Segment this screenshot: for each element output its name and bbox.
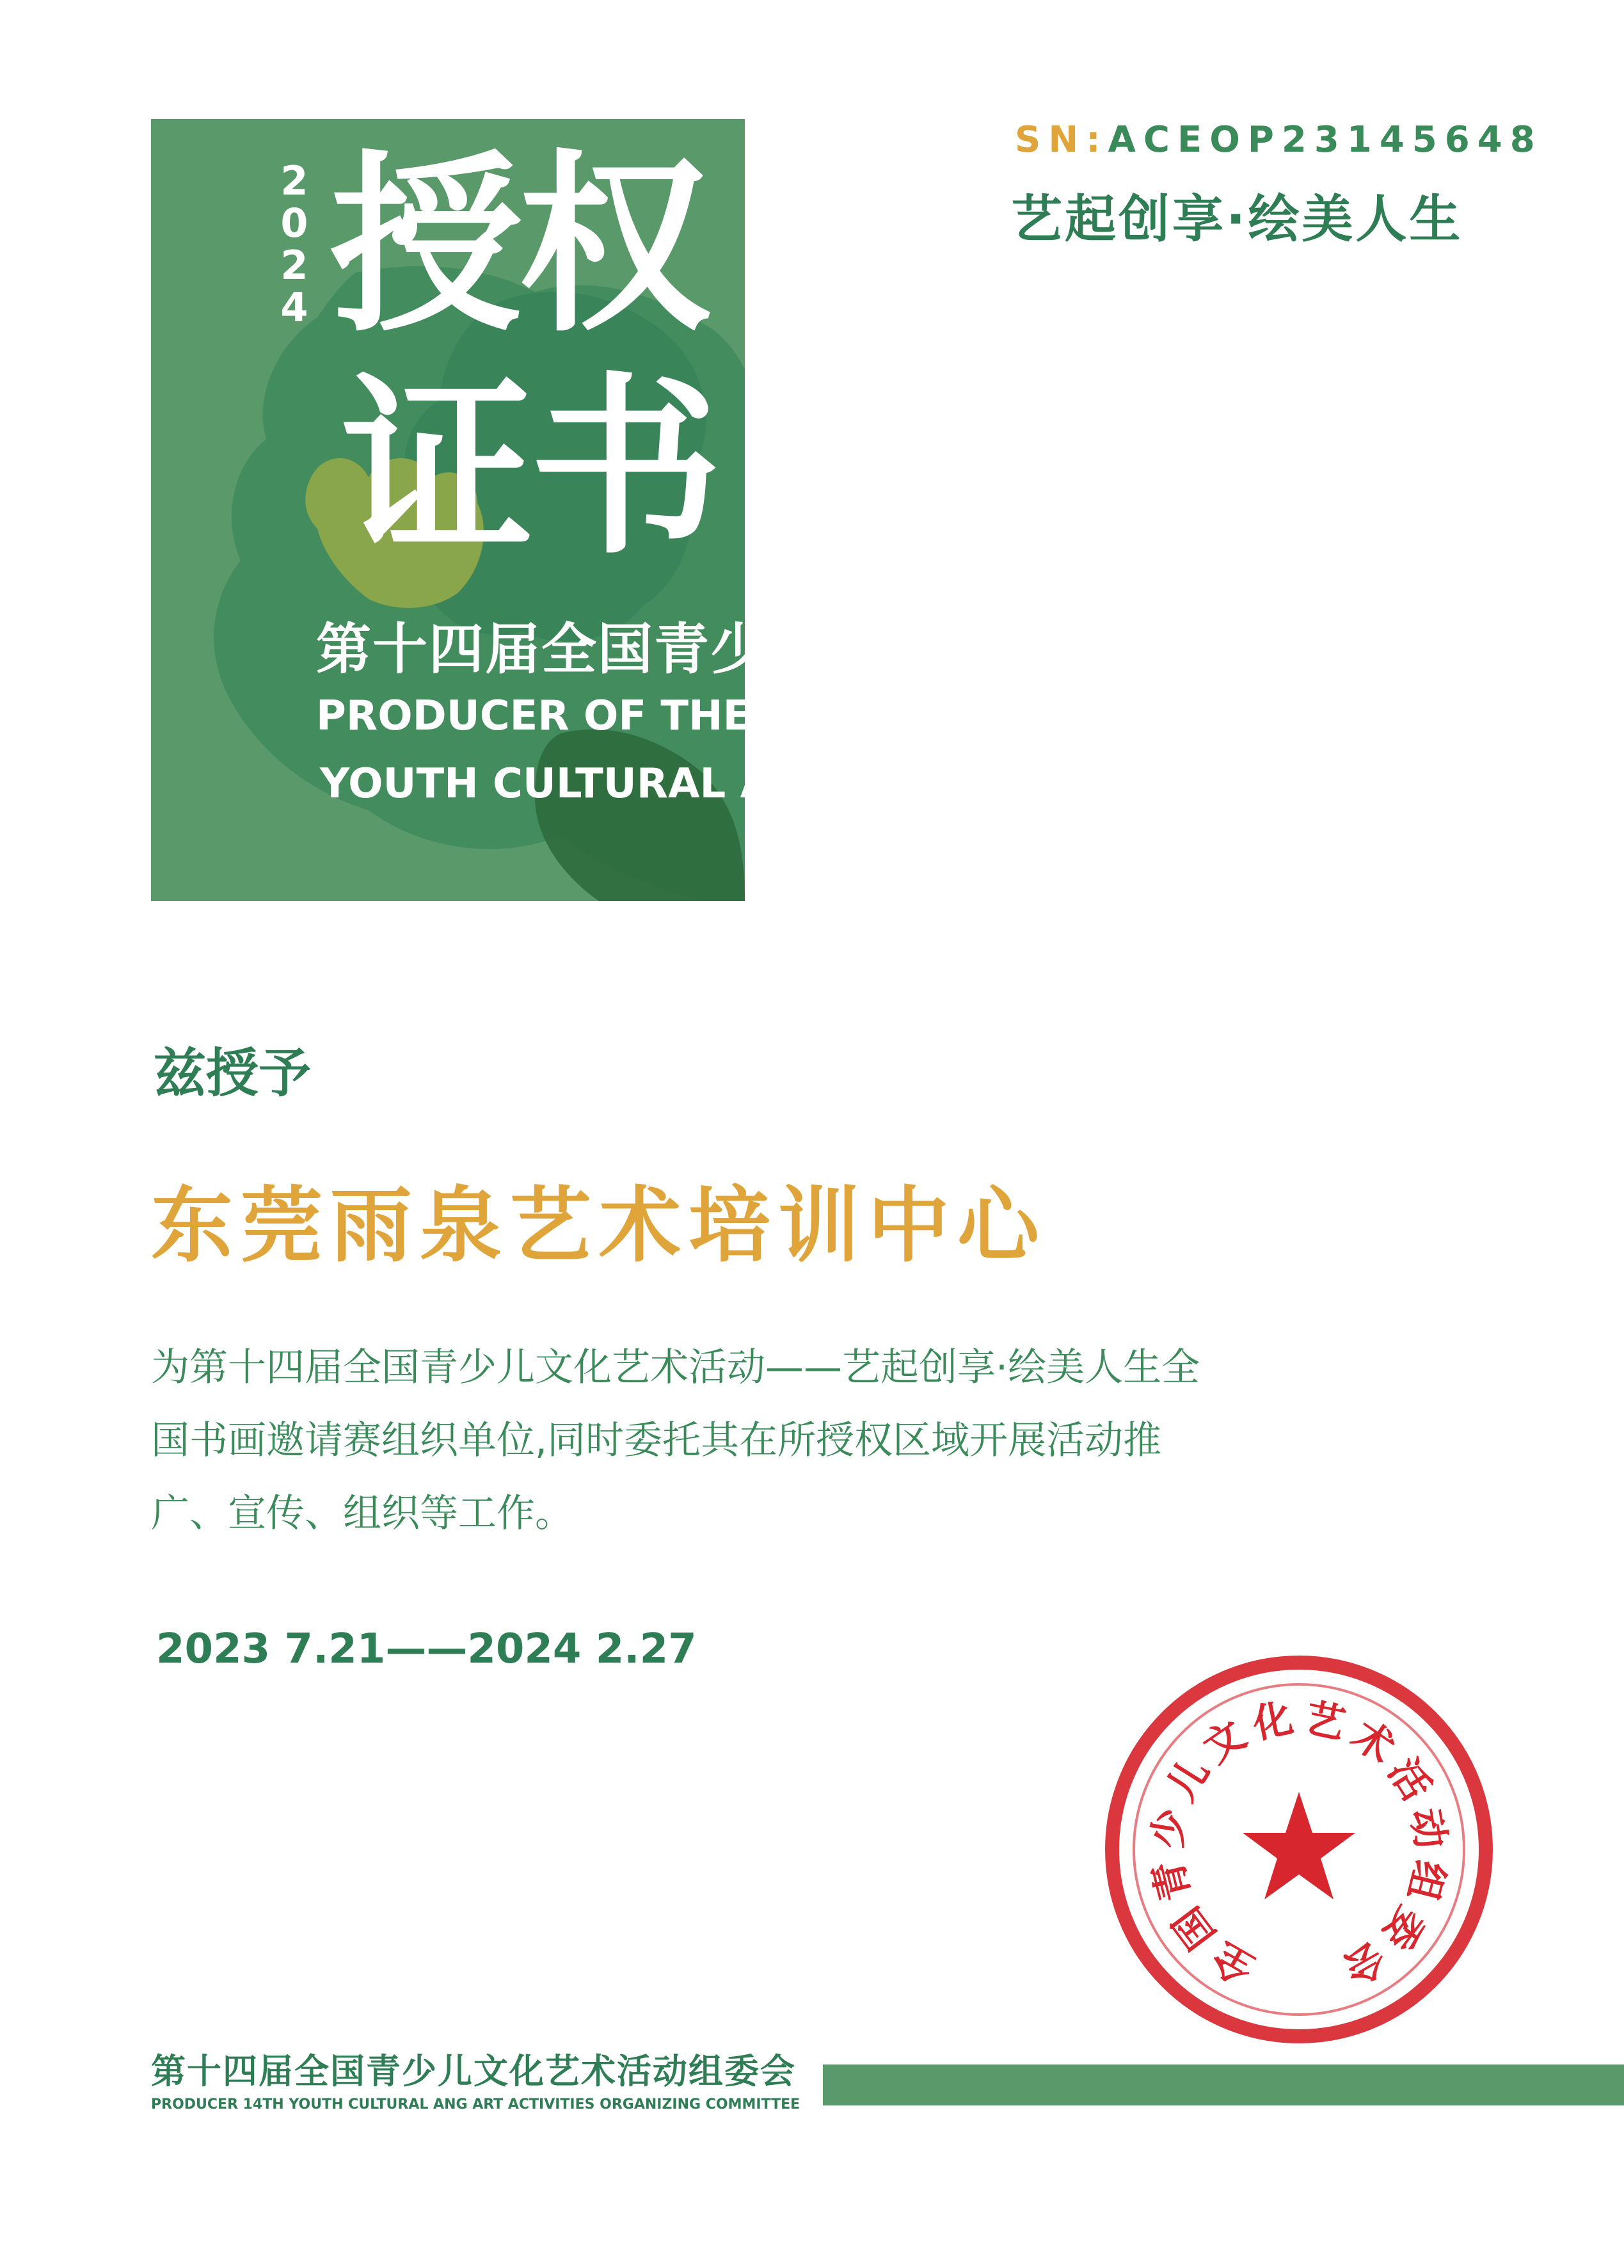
official-seal — [1101, 1651, 1497, 2050]
event-name-en-line1: PRODUCER OF THE 14TH — [316, 692, 884, 740]
year-digit: 4 — [280, 284, 308, 331]
authorization-description: 为第十四届全国青少儿文化艺术活动——艺起创享·绘美人生全国书画邀请赛组织单位,同时委托其在所授权区域开展活动推广、宣传、组织等工作。 — [151, 1345, 1200, 1536]
seal-character: 国 — [1163, 1898, 1225, 1958]
seal-graphic — [1101, 1651, 1497, 2048]
year-digit: 2 — [280, 157, 308, 204]
seal-character: 动 — [1402, 1805, 1455, 1852]
serial-number — [1015, 119, 1543, 161]
year-vertical — [275, 157, 314, 331]
seal-character: 会 — [1335, 1933, 1394, 1993]
validity-dates: 2023 7.21——2024 2.27 — [156, 1625, 697, 1673]
granted-label: 兹授予 — [154, 1043, 312, 1104]
footer-accent-bar — [823, 2064, 1624, 2105]
seal-character: 少 — [1143, 1805, 1196, 1852]
certificate-title-line1: 授权 — [330, 134, 706, 358]
recipient-name: 东莞雨泉艺术培训中心 — [151, 1178, 1047, 1274]
seal-character: 术 — [1344, 1711, 1403, 1772]
year-digit: 2 — [280, 242, 308, 289]
slogan: 艺起创享·绘美人生 — [1011, 189, 1463, 249]
seal-character: 组 — [1399, 1856, 1454, 1906]
seal-character: 全 — [1204, 1933, 1262, 1993]
certificate-title-line2: 证书 — [342, 356, 718, 580]
organizer-name-en: PRODUCER 14TH YOUTH CULTURAL ANG ART ACTIVITIES ORGANIZING COMMITTEE — [151, 2096, 800, 2112]
serial-prefix: SN: — [1015, 119, 1108, 161]
seal-character: 化 — [1248, 1694, 1297, 1748]
seal-character: 艺 — [1301, 1694, 1349, 1748]
event-name-cn: 第十四届全国青少儿文化艺术活动 — [316, 618, 1161, 682]
seal-character: 活 — [1379, 1750, 1440, 1809]
seal-character: 委 — [1373, 1898, 1435, 1958]
seal-character: 青 — [1144, 1856, 1199, 1906]
event-name-en-line2: YOUTH CULTURAL AND ART ACTIVITIES — [320, 760, 1211, 808]
serial-value: ACEOP23145648 — [1108, 119, 1543, 161]
seal-character: 文 — [1195, 1711, 1254, 1772]
seal-character: 儿 — [1158, 1750, 1219, 1809]
organizer-name-cn: 第十四届全国青少儿文化艺术活动组委会 — [151, 2051, 796, 2091]
year-digit: 0 — [280, 200, 308, 246]
star-icon — [1243, 1792, 1355, 1899]
